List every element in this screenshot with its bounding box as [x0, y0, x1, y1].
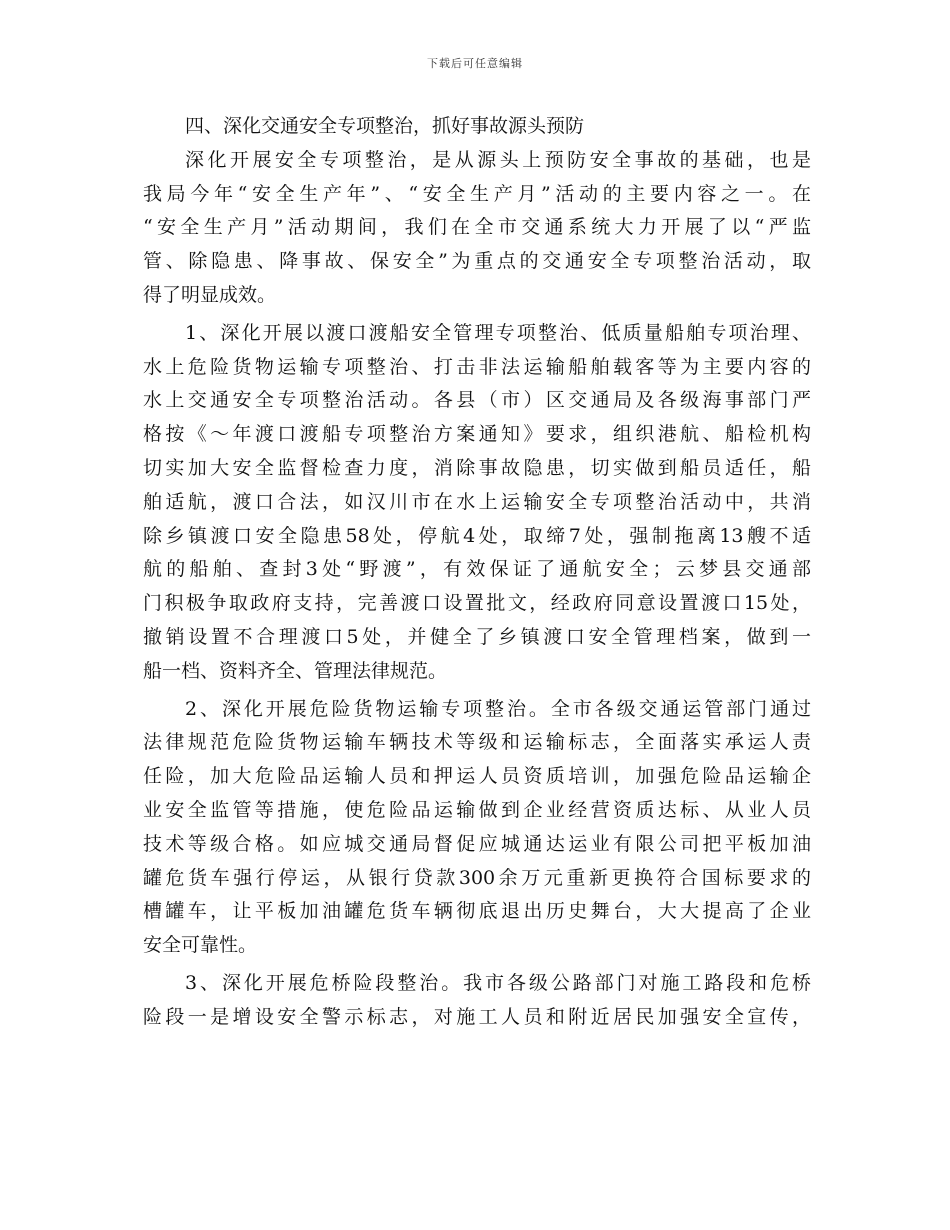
document-body — [143, 110, 811, 1035]
paragraph-line: 门积极争取政府支持，完善渡口设置批文，经政府同意设置渡口15处， — [143, 592, 811, 615]
paragraph-line: 水上危险货物运输专项整治、打击非法运输船舶载客等为主要内容的 — [143, 355, 811, 378]
paragraph-line: 3、深化开展危桥险段整治。我市各级公路部门对施工路段和危桥 — [185, 971, 811, 994]
paragraph-line: 管、除隐患、降事故、保安全”为重点的交通安全专项整治活动，取 — [143, 250, 811, 273]
paragraph-line: 安全可靠性。 — [143, 934, 258, 957]
paragraph-line: 法律规范危险货物运输车辆技术等级和运输标志，全面落实承运人责 — [143, 731, 811, 754]
paragraph-line: 舶适航，渡口合法，如汉川市在水上运输安全专项整治活动中，共消 — [143, 490, 811, 513]
paragraph-item-2 — [143, 693, 811, 963]
paragraph-line: 罐危货车强行停运，从银行贷款300余万元重新更换符合国标要求的 — [143, 866, 811, 889]
paragraph-line: 槽罐车，让平板加油罐危货车辆彻底退出历史舞台，大大提高了企业 — [143, 900, 811, 923]
paragraph-line: 险段一是增设安全警示标志，对施工人员和附近居民加强安全宣传， — [143, 1005, 811, 1028]
paragraph-line: 航的船舶、查封3处“野渡”，有效保证了通航安全；云梦县交通部 — [143, 558, 811, 581]
paragraph-line: 切实加大安全监督检查力度，消除事故隐患，切实做到船员适任，船 — [143, 456, 811, 479]
paragraph-line: 业安全监管等措施，使危险品运输做到企业经营资质达标、从业人员 — [143, 798, 811, 821]
paragraph-line: 格按《～年渡口渡船专项整治方案通知》要求，组织港航、船检机构 — [143, 423, 811, 446]
paragraph-line: 水上交通安全专项整治活动。各县（市）区交通局及各级海事部门严 — [143, 389, 811, 412]
paragraph-line: “安全生产月”活动期间，我们在全市交通系统大力开展了以“严监 — [143, 216, 811, 239]
paragraph-line: 撤销设置不合理渡口5处，并健全了乡镇渡口安全管理档案，做到一 — [143, 625, 811, 648]
paragraph-line: 得了明显成效。 — [143, 283, 277, 306]
paragraph-line: 技术等级合格。如应城交通局督促应城通达运业有限公司把平板加油 — [143, 832, 811, 855]
paragraph-line: 2、深化开展危险货物运输专项整治。全市各级交通运管部门通过 — [185, 697, 811, 720]
paragraph-line: 除乡镇渡口安全隐患58处，停航4处，取缔7处，强制拖离13艘不适 — [143, 524, 811, 547]
paragraph-item-3 — [143, 967, 811, 1035]
header-note: 下载后可任意编辑 — [427, 57, 523, 70]
paragraph-line: 船一档、资料齐全、管理法律规范。 — [143, 659, 448, 682]
paragraph-line: 任险，加大危险品运输人员和押运人员资质培训，加强危险品运输企 — [143, 765, 811, 788]
paragraph-line: 我局今年“安全生产年”、“安全生产月”活动的主要内容之一。在 — [143, 182, 811, 205]
paragraph-line: 深化开展安全专项整治，是从源头上预防安全事故的基础，也是 — [185, 148, 811, 171]
paragraph-intro — [143, 144, 811, 313]
section-heading: 四、深化交通安全专项整治，抓好事故源头预防 — [185, 115, 585, 137]
paragraph-line: 1、深化开展以渡口渡船安全管理专项整治、低质量船舶专项治理、 — [185, 321, 811, 344]
paragraph-item-1 — [143, 317, 811, 689]
